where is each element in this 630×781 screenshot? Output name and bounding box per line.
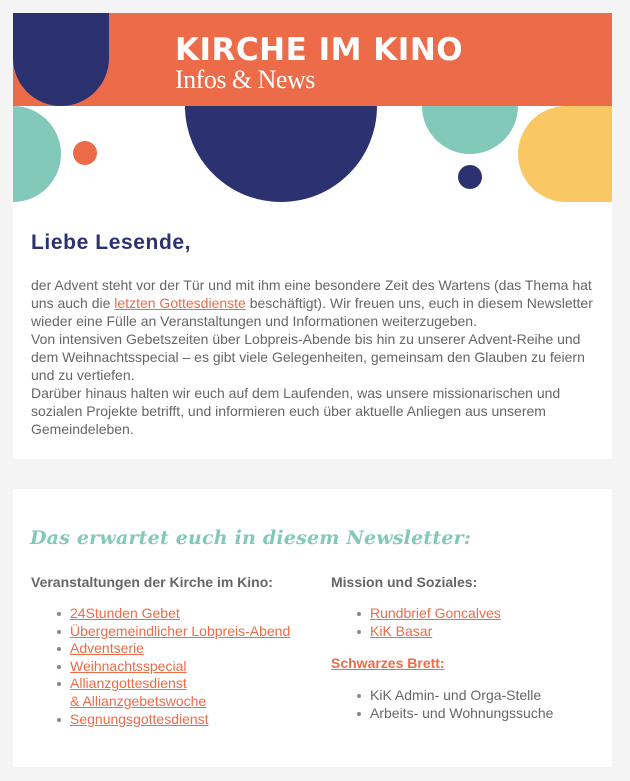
- event-link-christmas-special[interactable]: Weihnachtsspecial: [70, 657, 187, 674]
- header-banner: [13, 13, 612, 202]
- event-link-advent-series[interactable]: Adventserie: [70, 640, 144, 657]
- event-link-alliance-service[interactable]: Allianzgottesdienst: [70, 675, 187, 692]
- mission-link-newsletter-goncalves[interactable]: Rundbrief Goncalves: [370, 605, 501, 621]
- list-item: [70, 640, 321, 658]
- greeting-heading: Liebe Lesende,: [31, 231, 192, 254]
- contents-title: Das erwartet euch in diesem Newsletter:: [30, 527, 472, 549]
- list-item: KiK Admin- und Orga-Stelle: [370, 687, 601, 705]
- decor-yellow-pill: [518, 106, 612, 202]
- last-services-link[interactable]: letzten Gottesdienste: [114, 295, 246, 311]
- mission-link-kik-bazaar[interactable]: KiK Basar: [370, 622, 433, 639]
- mission-list: [331, 605, 601, 640]
- intro-paragraph-3: Darüber hinaus halten wir euch auf dem Laufenden, was unsere missionarischen und sozialen Projekte betrifft, und informieren euch über aktuelle Anliegen aus unserem Gemeindeleben.: [31, 385, 561, 437]
- mission-heading: Mission und Soziales:: [331, 574, 478, 590]
- decor-orange-dot: [73, 141, 97, 165]
- events-list: [31, 605, 321, 728]
- intro-paragraph-2: Von intensiven Gebetszeiten über Lobpreis-Abende bis hin zu unserer Advent-Reihe und dem Weihnachtsspecial – es gibt viele Gelegenheiten, gemeinsam den Glauben zu feiern und zu vertiefen.: [31, 331, 585, 383]
- intro-text-segment: beschäftigt). Wir freuen uns, euch in diesem Newsletter wieder eine Fülle an Veranstaltungen und Informationen weiterzugeben.: [31, 295, 593, 329]
- list-item: [370, 605, 601, 623]
- list-item: [70, 623, 321, 641]
- list-item: [70, 711, 321, 729]
- event-link-blessing-service[interactable]: Segnungsgottesdienst: [70, 710, 209, 727]
- decor-navy-dot: [458, 165, 482, 189]
- brand-subtitle: Infos & News: [175, 65, 315, 94]
- intro-text: [31, 276, 606, 438]
- bulletin-board-list: [331, 687, 601, 722]
- event-link-worship-evening[interactable]: Übergemeindlicher Lobpreis-Abend: [70, 622, 291, 639]
- event-link-alliance-prayer-week[interactable]: & Allianzgebetswoche: [70, 692, 207, 709]
- list-item: Arbeits- und Wohnungssuche: [370, 705, 601, 723]
- list-item: [70, 658, 321, 676]
- intro-text-segment: der Advent steht vor der Tür und mit ihm eine besondere Zeit des Wartens (das Thema hat uns auch die: [31, 277, 592, 311]
- event-link-24h-prayer[interactable]: 24Stunden Gebet: [70, 605, 180, 621]
- contents-card: [13, 489, 612, 767]
- events-column: [31, 573, 321, 728]
- list-item: [70, 605, 321, 623]
- list-item: [70, 675, 321, 710]
- brand-logo: [175, 32, 463, 92]
- bulletin-board-link[interactable]: Schwarzes Brett:: [331, 655, 445, 672]
- list-item: [370, 623, 601, 641]
- decor-teal-circle-left: [13, 106, 61, 202]
- decor-navy-pill: [13, 13, 109, 106]
- mission-column: [331, 573, 601, 722]
- events-heading: Veranstaltungen der Kirche im Kino:: [31, 574, 273, 590]
- brand-title: KIRCHE IM KINO: [175, 32, 464, 68]
- intro-paragraph-1: [31, 276, 606, 330]
- intro-card: [13, 202, 612, 459]
